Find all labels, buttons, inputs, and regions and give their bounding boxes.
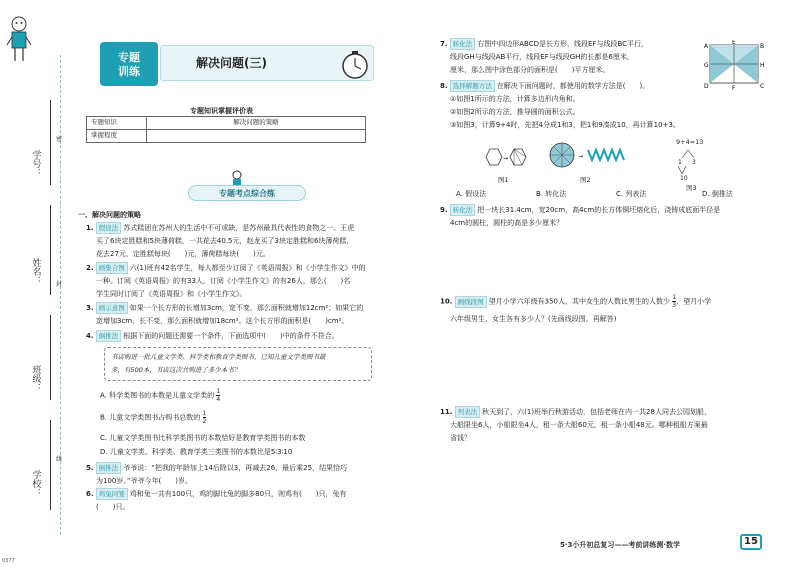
question-tag: 鸡兔同笼 — [96, 488, 128, 500]
q8-split-a: 1 — [678, 159, 682, 166]
question-2: 2. 画集合图 六(1)班有42名学生，每人都至少订阅了《英语周报》和《小学生作文》中的 一种。订阅《英语周报》的有33人，订阅《小学生作文》的有26人，那么( )名 学生同时订阅了《英语周报》和《小学生作文》。 — [86, 264, 366, 298]
seal-char-1: 密 — [56, 136, 63, 143]
label-a: A — [704, 43, 709, 50]
question-tag: 倒推法 — [96, 330, 122, 342]
question-11: 11. 列表法 秋天到了，六(1)班举行秋游活动，包括老师在内一共28人同去公园划船， 大船限坐6人，小船限坐4人，租一条大船60元，租一条小船48元。哪种租船方案最 省钱？ — [440, 408, 711, 442]
name-line — [50, 205, 51, 295]
question-tag: 列表法 — [455, 406, 481, 418]
question-9: 9. 转化法 把一块长31.4cm，宽20cm，高4cm的长方体铜坯熔化后，浇铸成底面半径是 4cm的圆柱，圆柱的高是多少厘米？ — [440, 206, 721, 227]
question-5: 5. 倒推法 爷爷说：“把我的年龄加上14后除以3，再减去26，最后乘25，结果恰巧 为100岁。”爷爷今年( )岁。 — [86, 464, 348, 485]
question-tag: 画示意图 — [96, 302, 128, 314]
q8-formula: 9+4=13 — [676, 138, 704, 146]
question-7: 7. 转化法 右图中四边形ABCD是长方形，线段EF与线段BC平行， 线段GH与线段AB平行，线段EF与线段GH的长都是6厘米， 厘米，那么图中涂色部分的面积是( )平方厘米。 — [440, 40, 649, 74]
svg-text:→: → — [503, 155, 509, 162]
option-b-fraction: $\frac{1}{2}$ — [202, 410, 207, 425]
eval-row2-value[interactable] — [147, 130, 366, 143]
name-label: 姓名： — [30, 258, 41, 285]
student-id-label: 学号： — [30, 150, 41, 177]
section-mascot-icon — [230, 170, 244, 186]
question-tag: 画集合图 — [96, 262, 128, 274]
eval-row1-label: 专题知识 — [87, 117, 147, 130]
seal-char-2: 封 — [56, 281, 63, 288]
label-f: F — [732, 85, 736, 90]
option-d: D. 儿童文学类、科学类、教育学类三类图书的本数比是5∶3∶10 — [100, 448, 293, 456]
class-line — [50, 315, 51, 400]
label-b: B — [760, 43, 765, 50]
quote-line-1: 书店购进一批儿童文学类、科学类和教育学类图书，已知儿童文学类图书最 — [111, 353, 326, 361]
eval-row1-value: 解决问题的策略 — [147, 117, 366, 130]
question-tag: 倒推法 — [96, 462, 122, 474]
question-tag: 转化法 — [450, 38, 476, 50]
school-line — [50, 420, 51, 510]
seal-char-3: 线 — [56, 456, 63, 463]
option-b: B. 儿童文学类图书占购书总数的 $\frac{1}{2}$ — [100, 410, 207, 425]
question-1: 1. 假设法 苏式糕团在苏州人的生活中不可或缺，是苏州最具代表性的食物之一。王虎 买了6块定胜糕和5块薄荷糕，一共花去40.5元，赵龙买了3块定胜糕和6块薄荷糕， 花去27元，定胜糕每块( )元，薄荷糕每块( )元。 — [86, 224, 355, 258]
question-tag: 转化法 — [450, 204, 476, 216]
q8-choice-c: C. 列表法 — [616, 190, 647, 198]
footer-text: 5·3小升初总复习——考前讲练测·数学 — [560, 541, 681, 549]
eval-table-caption: 专题知识掌握评价表 — [190, 107, 253, 115]
fig-3-caption: 图3 — [686, 184, 697, 192]
q8-figure-1 — [484, 146, 530, 168]
question-4: 4. 倒推法 根据下面的问题还需要一个条件，下面选项中( )中的条件不符合。 — [86, 332, 339, 340]
question-10: 10. 画线段图 望月小学六年级有350人，其中女生的人数比男生的人数少 $\frac{1}{3}$ ，望月小学 六年级男生、女生各有多少人？(先画线段图，再解答) — [440, 294, 712, 323]
label-h: H — [760, 62, 765, 69]
question-8: 8. 选择解题方法 在解决下面问题时，都使用的数学方法是( )。 ①如图1所示的方法，计算多边形内角和。 ②如图2所示的方法，推导圆的面积公式。 ③如图3，计算9+4时，先把4分成1和3，把1和9凑成10，再计算10+3。 — [440, 82, 680, 129]
option-c: C. 儿童文学类图书比科学类图书的本数恰好是教育学类图书的本数 — [100, 434, 306, 442]
rectangle-figure — [702, 40, 766, 90]
q8-choice-d: D. 倒推法 — [702, 190, 733, 198]
fig-1-caption: 图1 — [498, 176, 509, 184]
eval-row2-label: 掌握程度 — [87, 130, 147, 143]
q8-ten: 10 — [680, 175, 688, 182]
eval-table — [86, 116, 366, 143]
section-heading: 一、解决问题的策略 — [78, 211, 141, 219]
q8-split-b: 3 — [692, 159, 696, 166]
class-label: 班级： — [30, 365, 41, 392]
corner-code: 0377 — [2, 558, 15, 564]
question-tag: 画线段图 — [455, 296, 487, 308]
svg-text:→: → — [578, 153, 584, 160]
q8-figure-2 — [548, 140, 628, 170]
label-e: E — [732, 40, 736, 46]
section-pill: 专题考点综合练 — [188, 185, 306, 201]
option-a: A. 科学类图书的本数是儿童文学类的 $\frac{1}{4}$ — [100, 388, 221, 403]
option-a-fraction: $\frac{1}{4}$ — [216, 388, 221, 403]
badge-line-1: 专题 — [118, 51, 140, 64]
q8-choice-b: B. 转化法 — [536, 190, 567, 198]
page-title: 解决问题(三) — [196, 56, 267, 70]
q8-choice-a: A. 假设法 — [456, 190, 487, 198]
label-g: G — [704, 62, 709, 69]
question-3: 3. 画示意图 如果一个长方形的长增加3cm，宽不变，那么面积就增加12cm²；如果它的 宽增加3cm，长不变，那么面积就增加18cm²。这个长方形的面积是( )cm²。 — [86, 304, 364, 325]
clock-icon — [340, 50, 370, 80]
page-number: 15 — [740, 534, 762, 550]
mascot-figure — [6, 15, 32, 63]
quote-line-2: 多，有500本，书店这次共购进了多少本书？ — [111, 366, 241, 374]
question-tag: 选择解题方法 — [450, 80, 495, 92]
school-label: 学校： — [30, 470, 41, 497]
problem-quote-box — [104, 347, 372, 381]
q10-fraction: $\frac{1}{3}$ — [672, 294, 677, 309]
badge-line-2: 训练 — [118, 65, 140, 78]
label-c: C — [760, 83, 765, 90]
topic-badge — [100, 42, 158, 86]
question-tag: 假设法 — [96, 222, 122, 234]
fig-2-caption: 图2 — [580, 176, 591, 184]
label-d: D — [704, 83, 709, 90]
question-6: 6. 鸡兔同笼 鸡和兔一共有100只，鸡的脚比兔的脚多80只，则鸡有( )只，兔有 ( )只。 — [86, 490, 347, 511]
student-id-line — [50, 100, 51, 185]
